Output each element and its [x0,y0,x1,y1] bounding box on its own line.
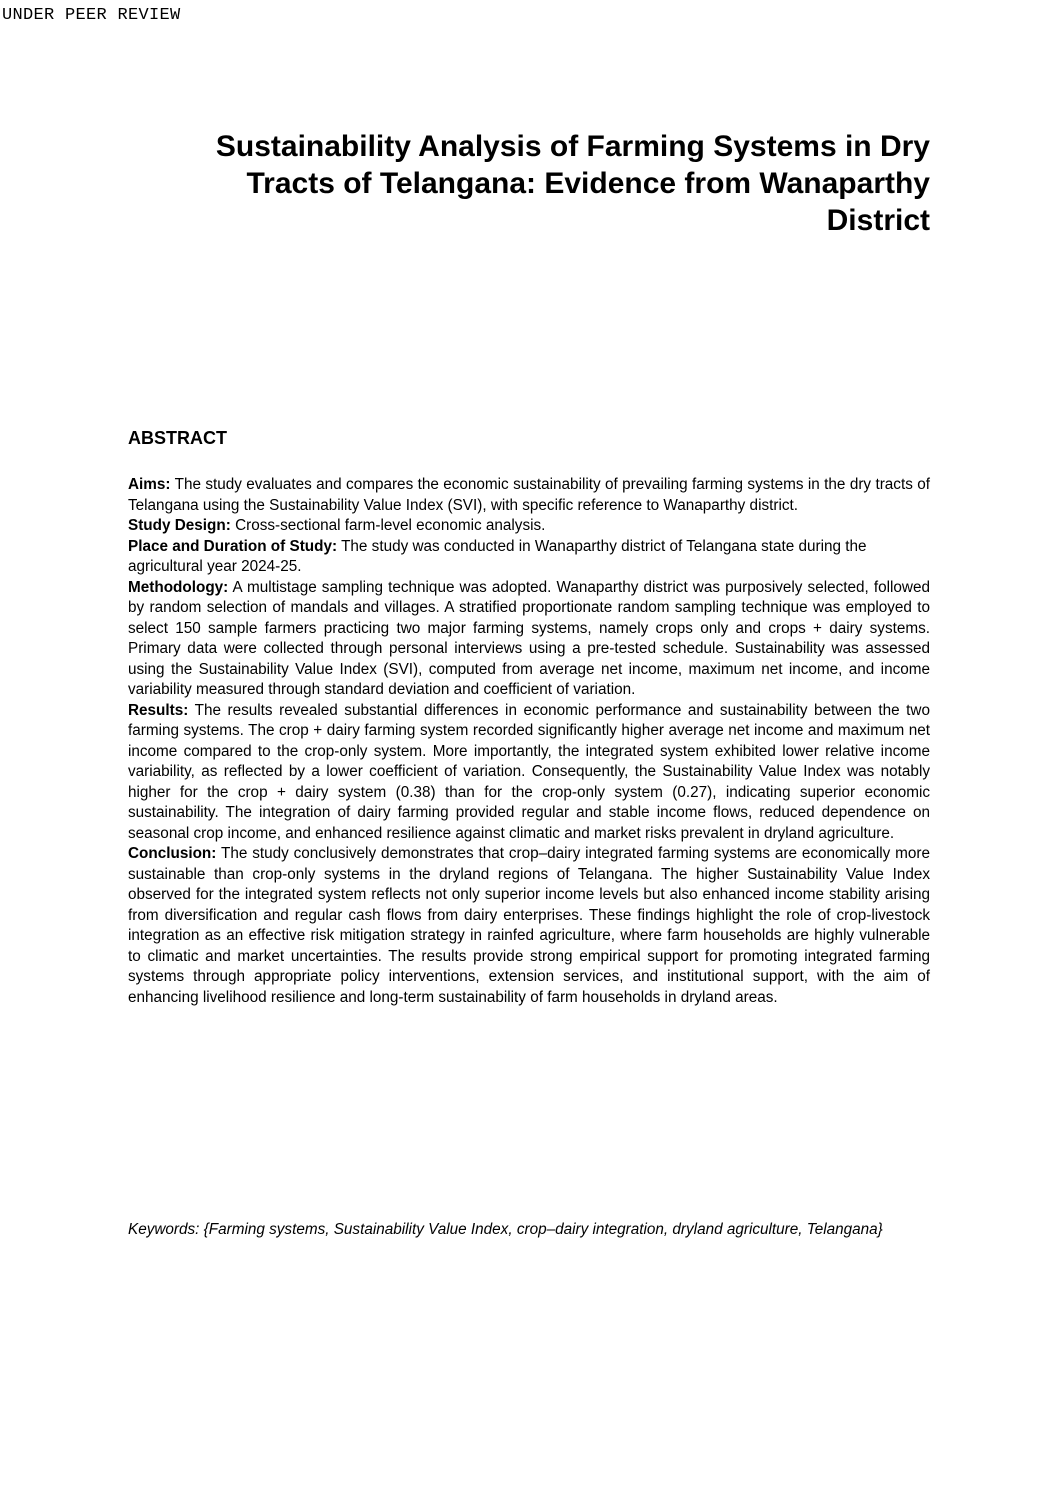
abstract-body [128,475,930,1008]
abstract-conclusion [128,844,930,1008]
abstract-heading: ABSTRACT [128,428,227,448]
section-label: Results: [128,701,189,719]
section-text: The study conclusively demonstrates that crop–dairy integrated farming systems are economically more sustainable than crop-only systems in the dryland regions of Telangana. The higher Sustainability Value Index observed for the integrated system reflects not only superior income levels but also enhanced income stability arising from diversification and regular cash flows from dairy enterprises. These findings highlight the role of crop-livestock integration as an effective risk mitigation strategy in rainfed agriculture, where farm households are highly vulnerable to climatic and market uncertainties. The results provide strong empirical support for promoting integrated farming systems through appropriate policy interventions, extension services, and institutional support, with the aim of enhancing livelihood resilience and long-term sustainability of farm households in dryland areas. [128,845,930,1006]
section-text: A multistage sampling technique was adopted. Wanaparthy district was purposively selected, followed by random selection of mandals and villages. A stratified proportionate random sampling technique was employed to select 150 sample farmers practicing two major farming systems, namely crops only and crops + dairy systems. Primary data were collected through personal interviews using a pre-tested schedule. Sustainability was assessed using the Sustainability Value Index (SVI), computed from average net income, maximum net income, and income variability measured through standard deviation and coefficient of variation. [128,578,930,698]
abstract-place-duration [128,537,930,578]
keywords: Keywords: {Farming systems, Sustainability Value Index, crop–dairy integration, dryland agriculture, Telangana} [128,1221,883,1238]
paper-title: Sustainability Analysis of Farming Systems in Dry Tracts of Telangana: Evidence from Wanaparthy District [215,130,930,237]
abstract-methodology [128,578,930,701]
section-label: Aims: [128,476,171,493]
section-label: Methodology: [128,578,229,596]
section-text: The study was conducted in Wanaparthy district of Telangana state during the agricultural year 2024-25. [128,537,867,575]
section-text: Cross-sectional farm-level economic analysis. [235,517,546,534]
abstract-study-design [128,516,930,537]
section-label: Study Design: [128,517,231,534]
abstract-aims [128,475,930,516]
review-watermark: UNDER PEER REVIEW [2,6,181,25]
section-text: The study evaluates and compares the economic sustainability of prevailing farming systems in the dry tracts of Telangana using the Sustainability Value Index (SVI), with specific reference to Wanaparthy district. [128,476,930,514]
section-label: Place and Duration of Study: [128,537,338,555]
section-text: The results revealed substantial differences in economic performance and sustainability between the two farming systems. The crop + dairy farming system recorded significantly higher average net income and maximum net income compared to the crop-only system. More importantly, the integrated system exhibited lower relative income variability, as reflected by a lower coefficient of variation. Consequently, the Sustainability Value Index was notably higher for the crop + dairy system (0.38) than for the crop-only system (0.27), indicating superior economic sustainability. The integration of dairy farming provided regular and stable income flows, reduced dependence on seasonal crop income, and enhanced resilience against climatic and market risks prevalent in dryland agriculture. [128,701,930,842]
abstract-results [128,701,930,845]
section-label: Conclusion: [128,845,217,862]
